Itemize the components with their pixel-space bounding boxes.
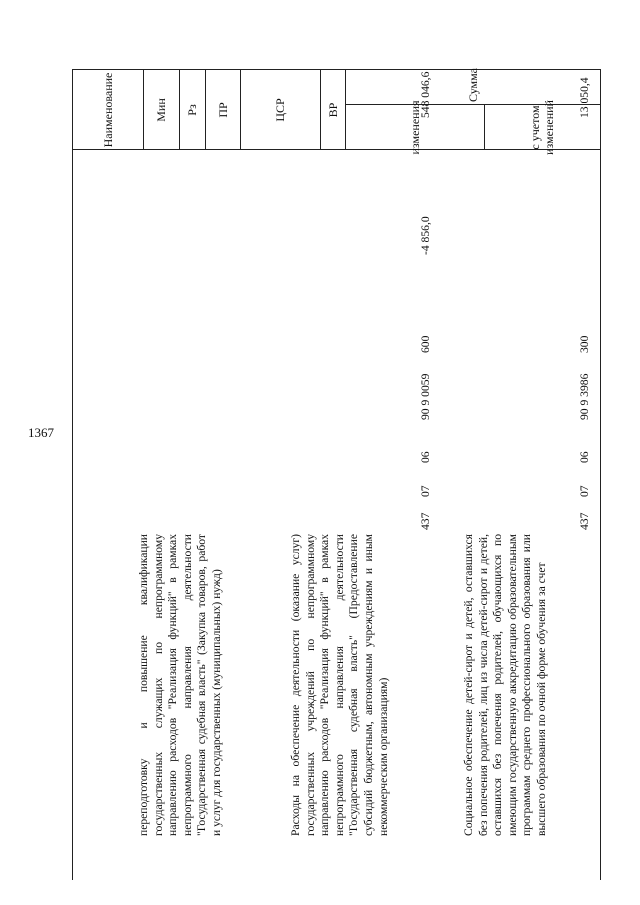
- header-csr: ЦСР: [273, 98, 287, 122]
- row-3-csr: 90 9 3986: [578, 373, 591, 420]
- header-sum: Сумма: [465, 68, 480, 102]
- row-3-vr: 300: [578, 335, 591, 353]
- header-rz: Рз: [185, 104, 199, 116]
- row-3-rz: 07: [578, 485, 591, 497]
- row-3-with-changes: 13 050,4: [578, 77, 591, 118]
- row-2-vr: 600: [419, 335, 432, 353]
- page-number: 1367: [28, 425, 54, 440]
- header-pr: ПР: [215, 102, 230, 118]
- row-3-min: 437: [578, 512, 591, 530]
- header-min: Мин: [154, 98, 168, 122]
- header-with-changes: с учетом изменений: [528, 100, 556, 155]
- row-1-name-rotated: переподготовку и повышение квалификации государственных служащих по непрограммному направлению расходов "Реализация функций" в рамках непрограммного направления деятельности "Государственная судебная власть" (Закупка товаров, работ и услуг для государственных (муниципальных) нужд): [137, 534, 223, 836]
- row-2-with-changes: 548 046,6: [419, 71, 432, 118]
- row-3-pr: 06: [578, 451, 591, 463]
- header-name: Наименование: [100, 72, 115, 148]
- row-2-min: 437: [419, 512, 432, 530]
- row-2-pr: 06: [419, 451, 432, 463]
- header-vr: ВР: [325, 102, 340, 118]
- row-2-changes: -4 856,0: [419, 216, 432, 255]
- row-3-name-rotated: Социальное обеспечение детей-сирот и детей, оставшихся без попечения родителей, лиц из числа детей-сирот и детей, оставшихся без попечения родителей, обучающихся по имеющим государственную аккредитацию образовательным программам среднего профессионального образования или высшего образования по очной форме обучения за счет: [462, 534, 548, 836]
- row-2-rz: 07: [419, 485, 432, 497]
- row-2-csr: 90 9 0059: [419, 373, 432, 420]
- row-2-name-rotated: Расходы на обеспечение деятельности (оказание услуг) государственных учреждений по непрограммному направлению расходов "Реализация функций" в рамках непрограммного направления деятельности "Государственная судебная власть" (Предоставление субсидий бюджетным, автономным учреждениям и иным некоммерческим организациям): [289, 534, 390, 836]
- header-changes: изменения: [407, 100, 422, 155]
